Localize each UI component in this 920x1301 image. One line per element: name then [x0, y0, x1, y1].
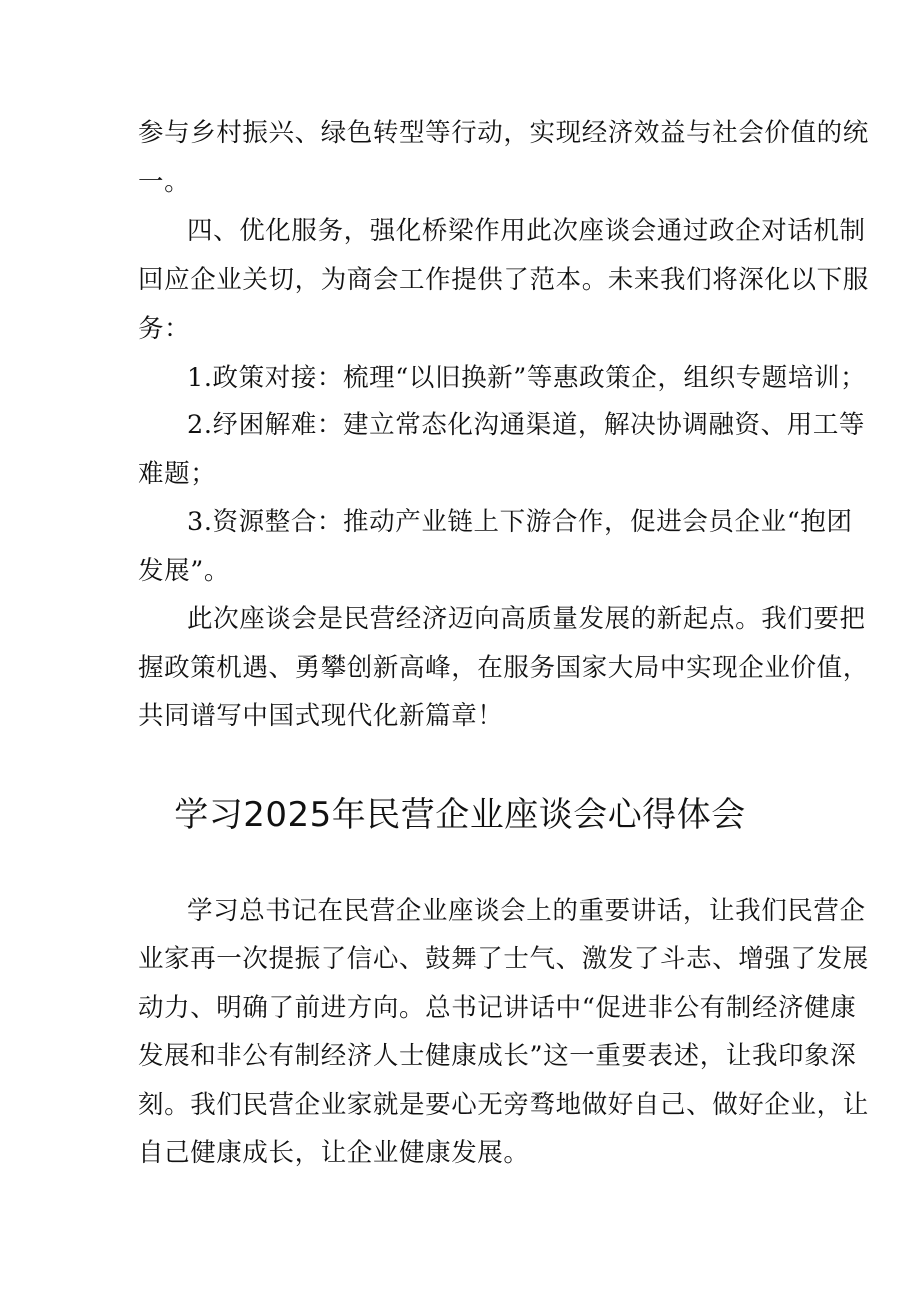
paragraph-line: 握政策机遇、勇攀创新高峰，在服务国家大局中实现企业价值， — [138, 653, 869, 683]
paragraph-line: 共同谱写中国式现代化新篇章！ — [138, 701, 504, 731]
list-item-line: 难题； — [138, 459, 217, 489]
paragraph-line: 刻。我们民营企业家就是要心无旁骛地做好自己、做好企业，让 — [138, 1090, 869, 1120]
paragraph-line: 学习总书记在民营企业座谈会上的重要讲话，让我们民营企 — [187, 896, 866, 926]
paragraph-line: 动力、明确了前进方向。总书记讲话中“促进非公有制经济健康 — [138, 993, 857, 1023]
paragraph-line: 发展和非公有制经济人士健康成长”这一重要表述，让我印象深 — [138, 1041, 857, 1071]
list-item-line: 2.纾困解难：建立常态化沟通渠道，解决协调融资、用工等 — [187, 410, 866, 440]
paragraph-line: 参与乡村振兴、绿色转型等行动，实现经济效益与社会价值的统 — [138, 118, 869, 148]
list-item-line: 1.政策对接：梳理“以旧换新”等惠政策企，组织专题培训； — [187, 363, 867, 393]
list-item-line: 3.资源整合：推动产业链上下游合作，促进会员企业“抱团 — [187, 507, 853, 537]
paragraph-line: 此次座谈会是民营经济迈向高质量发展的新起点。我们要把 — [187, 604, 866, 634]
paragraph-line: 回应企业关切，为商会工作提供了范本。未来我们将深化以下服 — [138, 265, 869, 295]
paragraph-line: 四、优化服务，强化桥梁作用此次座谈会通过政企对话机制 — [187, 216, 866, 246]
paragraph-line: 一。 — [138, 167, 191, 197]
paragraph-line: 自己健康成长，让企业健康发展。 — [138, 1138, 530, 1168]
document-title: 学习2025年民营企业座谈会心得体会 — [174, 795, 746, 835]
list-item-line: 发展”。 — [138, 556, 230, 586]
paragraph-line: 业家再一次提振了信心、鼓舞了士气、激发了斗志、增强了发展 — [138, 944, 869, 974]
paragraph-line: 务： — [138, 314, 191, 344]
